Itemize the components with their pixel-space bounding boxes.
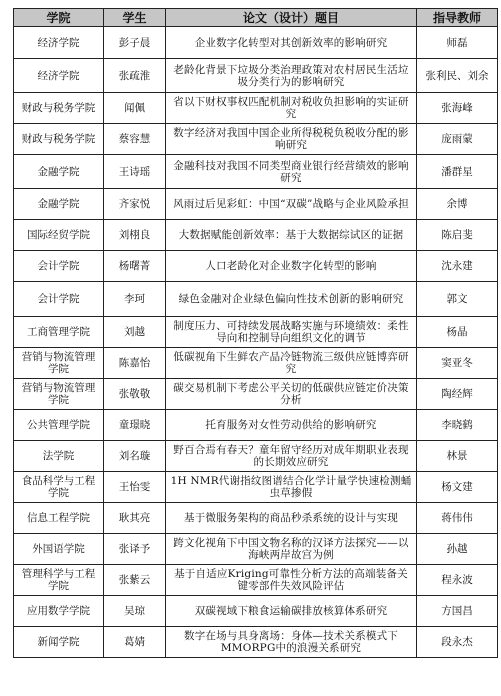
cell-advisor: 杨晶 [417,317,498,348]
thesis-table [13,8,498,658]
table-row [14,503,498,534]
cell-college: 金融学院 [14,155,104,189]
table-row [14,410,498,441]
cell-college: 新闻学院 [14,627,104,658]
cell-title: 制度压力、可持续发展战略实施与环境绩效：柔性导向和控制导向组织文化的调节 [166,317,417,348]
cell-student: 刘名璇 [104,441,166,472]
cell-student: 葛婧 [104,627,166,658]
cell-college: 食品科学与工程学院 [14,472,104,503]
cell-title: 绿色金融对企业绿色偏向性技术创新的影响研究 [166,282,417,317]
table-row [14,379,498,410]
table-row [14,317,498,348]
table-row [14,596,498,627]
cell-student: 张敬敬 [104,379,166,410]
cell-title: 基于微服务架构的商品秒杀系统的设计与实现 [166,503,417,534]
cell-advisor: 庞雨蒙 [417,124,498,155]
cell-title: 碳交易机制下考虑公平关切的低碳供应链定价决策分析 [166,379,417,410]
cell-advisor: 段永杰 [417,627,498,658]
table-row [14,472,498,503]
cell-college: 财政与税务学院 [14,124,104,155]
cell-advisor: 李晓鹤 [417,410,498,441]
cell-student: 刘栩良 [104,220,166,251]
cell-advisor: 潘群星 [417,155,498,189]
cell-title: 双碳视域下粮食运输碳排放核算体系研究 [166,596,417,627]
cell-advisor: 程永波 [417,565,498,596]
table-row [14,534,498,565]
header-title: 论文（设计）题目 [166,9,417,27]
cell-student: 刘越 [104,317,166,348]
cell-title: 数字在场与具身离场：身体—技术关系模式下MMORPG中的浪漫关系研究 [166,627,417,658]
cell-title: 老龄化背景下垃圾分类治理政策对农村居民生活垃圾分类行为的影响研究 [166,59,417,93]
cell-college: 经济学院 [14,59,104,93]
cell-title: 低碳视角下生鲜农产品冷链物流三级供应链博弈研究 [166,348,417,379]
cell-title: 野百合焉有春天？童年留守经历对成年期职业表现的长期效应研究 [166,441,417,472]
cell-student: 张译予 [104,534,166,565]
thesis-table-container [13,8,497,658]
cell-title: 数字经济对我国中国企业所得税税负税收分配的影响研究 [166,124,417,155]
table-row [14,59,498,93]
table-row [14,220,498,251]
cell-student: 杨曙菁 [104,251,166,282]
cell-advisor: 郭文 [417,282,498,317]
cell-title: 风雨过后见彩虹：中国“双碳”战略与企业风险承担 [166,189,417,220]
cell-title: 人口老龄化对企业数字化转型的影响 [166,251,417,282]
cell-student: 童璟晓 [104,410,166,441]
table-row [14,189,498,220]
table-body [14,27,498,658]
cell-college: 会计学院 [14,282,104,317]
cell-title: 省以下财权事权匹配机制对税收负担影响的实证研究 [166,93,417,124]
header-student: 学生 [104,9,166,27]
header-college: 学院 [14,9,104,27]
table-row [14,441,498,472]
cell-student: 张紫云 [104,565,166,596]
table-row [14,282,498,317]
cell-college: 营销与物流管理学院 [14,379,104,410]
cell-college: 管理科学与工程学院 [14,565,104,596]
cell-student: 陈嘉怡 [104,348,166,379]
table-row [14,93,498,124]
cell-student: 李珂 [104,282,166,317]
cell-title: 基于自适应Kriging可靠性分析方法的高端装备关键零部件失效风险评估 [166,565,417,596]
cell-student: 王怡雯 [104,472,166,503]
cell-advisor: 林景 [417,441,498,472]
cell-advisor: 师磊 [417,27,498,59]
cell-title: 企业数字化转型对其创新效率的影响研究 [166,27,417,59]
cell-title: 1H NMR代谢指纹图谱结合化学计量学快速检测蛹虫草掺假 [166,472,417,503]
cell-college: 营销与物流管理学院 [14,348,104,379]
cell-student: 闻佩 [104,93,166,124]
table-row [14,348,498,379]
cell-student: 彭子晨 [104,27,166,59]
cell-advisor: 陶经辉 [417,379,498,410]
table-row [14,565,498,596]
cell-title: 跨文化视角下中国文物名称的汉译方法探究——以海峡两岸故宫为例 [166,534,417,565]
table-row [14,627,498,658]
cell-student: 吴琼 [104,596,166,627]
cell-title: 托育服务对女性劳动供给的影响研究 [166,410,417,441]
table-row [14,251,498,282]
cell-college: 信息工程学院 [14,503,104,534]
cell-college: 会计学院 [14,251,104,282]
header-advisor: 指导教师 [417,9,498,27]
cell-college: 法学院 [14,441,104,472]
cell-college: 财政与税务学院 [14,93,104,124]
table-header-row [14,9,498,27]
cell-college: 国际经贸学院 [14,220,104,251]
cell-advisor: 陈启斐 [417,220,498,251]
table-row [14,27,498,59]
cell-college: 外国语学院 [14,534,104,565]
cell-college: 金融学院 [14,189,104,220]
cell-student: 耿其亮 [104,503,166,534]
cell-advisor: 窦亚冬 [417,348,498,379]
cell-title: 大数据赋能创新效率：基于大数据综试区的证据 [166,220,417,251]
cell-advisor: 张海峰 [417,93,498,124]
table-row [14,124,498,155]
cell-title: 金融科技对我国不同类型商业银行经营绩效的影响研究 [166,155,417,189]
table-row [14,155,498,189]
cell-advisor: 蒋伟伟 [417,503,498,534]
cell-college: 应用数学学院 [14,596,104,627]
cell-student: 张疏淮 [104,59,166,93]
cell-advisor: 张利民、刘余 [417,59,498,93]
cell-college: 工商管理学院 [14,317,104,348]
cell-college: 公共管理学院 [14,410,104,441]
cell-student: 齐家悦 [104,189,166,220]
cell-advisor: 孙越 [417,534,498,565]
cell-student: 蔡容慧 [104,124,166,155]
cell-college: 经济学院 [14,27,104,59]
cell-advisor: 方国昌 [417,596,498,627]
cell-advisor: 杨文建 [417,472,498,503]
cell-advisor: 余博 [417,189,498,220]
cell-student: 王诗瑶 [104,155,166,189]
cell-advisor: 沈永建 [417,251,498,282]
